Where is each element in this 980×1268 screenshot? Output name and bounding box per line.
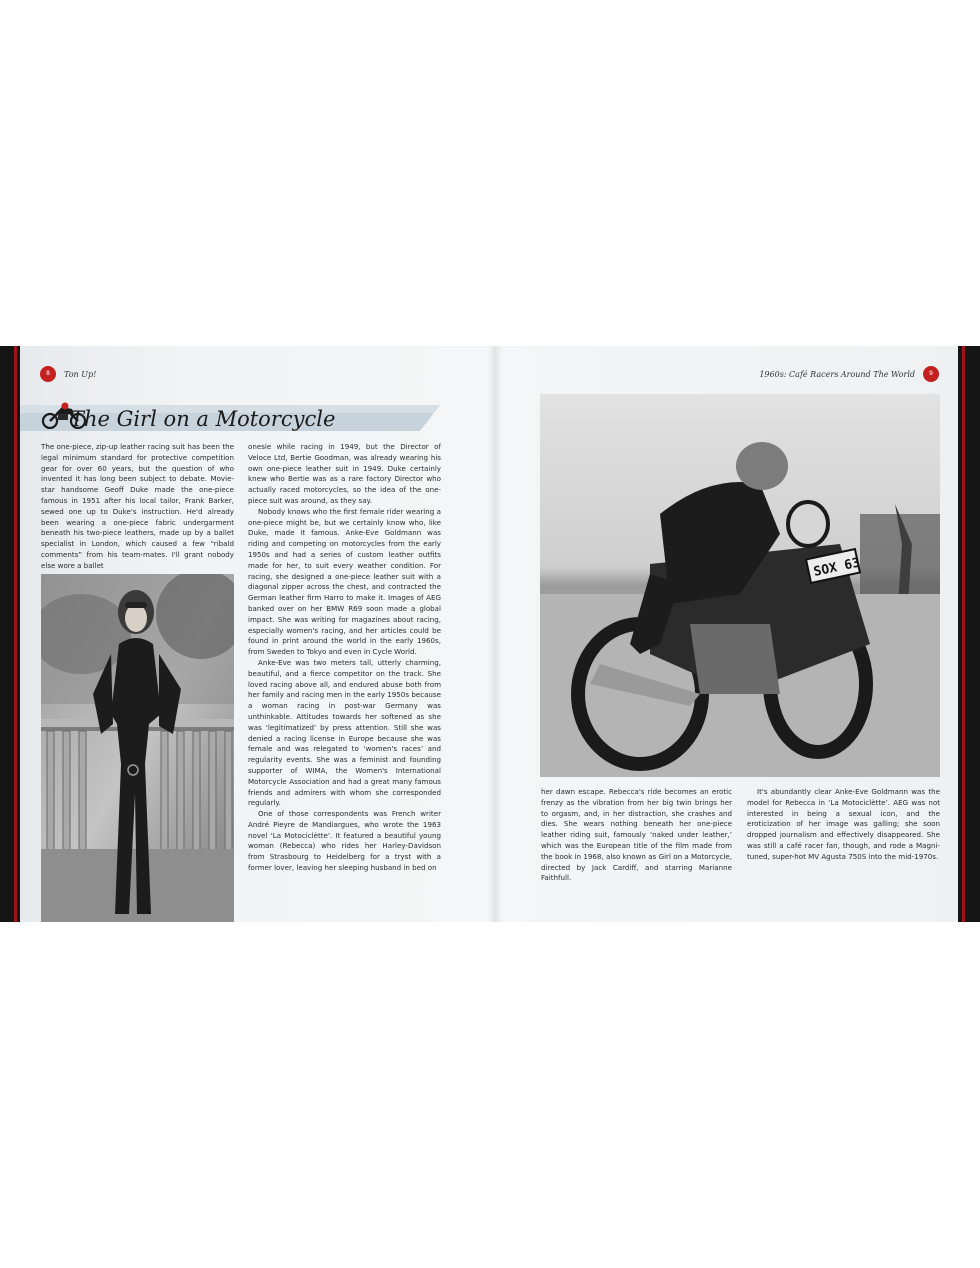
- paragraph: onesie while racing in 1949, but the Director of Veloce Ltd, Bertie Goodman, was already wearing his own one-piece leather suit in 1949. Duke certainly knew who Bertie was as a rare factory Director who actually raced motorcycles, so the idea of the one-piece suit was around, as they say.: [248, 442, 441, 505]
- text-column-4: [747, 787, 940, 863]
- right-page-edge: [958, 346, 980, 922]
- article-title: The Girl on a Motorcycle: [70, 407, 336, 431]
- page-gutter: [488, 346, 502, 922]
- text-column-1: [41, 442, 234, 572]
- left-running-head: Ton Up!: [64, 370, 97, 379]
- paragraph: One of those correspondents was French writer André Pieyre de Mandiargues, who wrote the 1963 novel ‘La Motociclètte’. It featured a beautiful young woman (Rebecca) who rides her Harley-Davidson from Strasbourg to Heidelberg for a tryst with a former lover, leaving her sleeping husband in bed on: [248, 809, 441, 873]
- paragraph: Anke-Eve was two meters tall, utterly charming, beautiful, and a fierce competitor on the track. She loved racing above all, and endured abuse both from her family and racing men in the early 1950s because a woman racing in post-war Germany was unthinkable. Attitudes towards her softened as she was ‘legitimatized’ by press attention. Still she was denied a racing license in Europe because she was female and was relegated to ‘women's races’ and regularity events. She was a feminist and founding supporter of WIMA, the Women's International Motorcycle Association and had a great many famous friends and admirers with whom she corresponded regularly.: [248, 657, 441, 808]
- photo-motorcycle-racer: [540, 394, 940, 777]
- paragraph: It's abundantly clear Anke-Eve Goldmann was the model for Rebecca in ‘La Motociclètte’. AEG was not interested in being a sexual icon, and the eroticization of her image was galling; she soon dropped journalism and effectively disappeared. She was still a café racer fan, though, and rode a Magni-tuned, super-hot MV Agusta 750S into the mid-1970s.: [747, 787, 940, 861]
- paragraph: her dawn escape. Rebecca's ride becomes an erotic frenzy as the vibration from her big twin brings her to orgasm, and, in her distraction, she crashes and dies. She wears nothing beneath her one-piece leather riding suit, famously ‘naked under leather,’ which was the European title of the film made from the book in 1968, also known as Girl on a Motorcycle, directed by Jack Cardiff, and starring Marianne Faithfull.: [541, 787, 732, 883]
- left-page-edge: [0, 346, 20, 922]
- book-spread: [0, 346, 980, 922]
- text-column-2: [248, 442, 441, 874]
- right-page-number: 9: [923, 366, 939, 382]
- license-plate-text: SOX 63: [812, 555, 862, 580]
- photo-woman-in-leather: [41, 574, 234, 922]
- text-column-3: [541, 787, 732, 884]
- right-running-head: 1960s: Café Racers Around The World: [759, 370, 915, 379]
- paragraph: The one-piece, zip-up leather racing suit has been the legal minimum standard for protective competition gear for over 60 years, but the question of who invented it has long been subject to debate. Movie-star handsome Geoff Duke made the one-piece famous in 1951 after his local tailor, Frank Barker, sewed one up to Duke's instruction. He'd already been wearing a one-piece fabric undergarment beneath his two-piece leathers, made up by a ballet specialist in London, which caused a few “ribald comments” from his team-mates. I'll grant nobody else wore a ballet: [41, 442, 234, 570]
- left-page-number: 8: [40, 366, 56, 382]
- paragraph: Nobody knows who the first female rider wearing a one-piece might be, but we certainly know who, like Duke, made it famous. Anke-Eve Goldmann was riding and competing on motorcycles from the early 1950s and had a series of custom leather outfits made for her, to suit every weather condition. For racing, she designed a one-piece leather suit with a diagonal zipper across the chest, and contracted the German leather firm Harro to make it. Images of AEG banked over on her BMW R69 soon made a global impact. She was writing for magazines about racing, especially women's racing, and her articles could be found in print around the world in the early 1960s, from Sweden to Tokyo and even in Cycle World.: [248, 506, 441, 657]
